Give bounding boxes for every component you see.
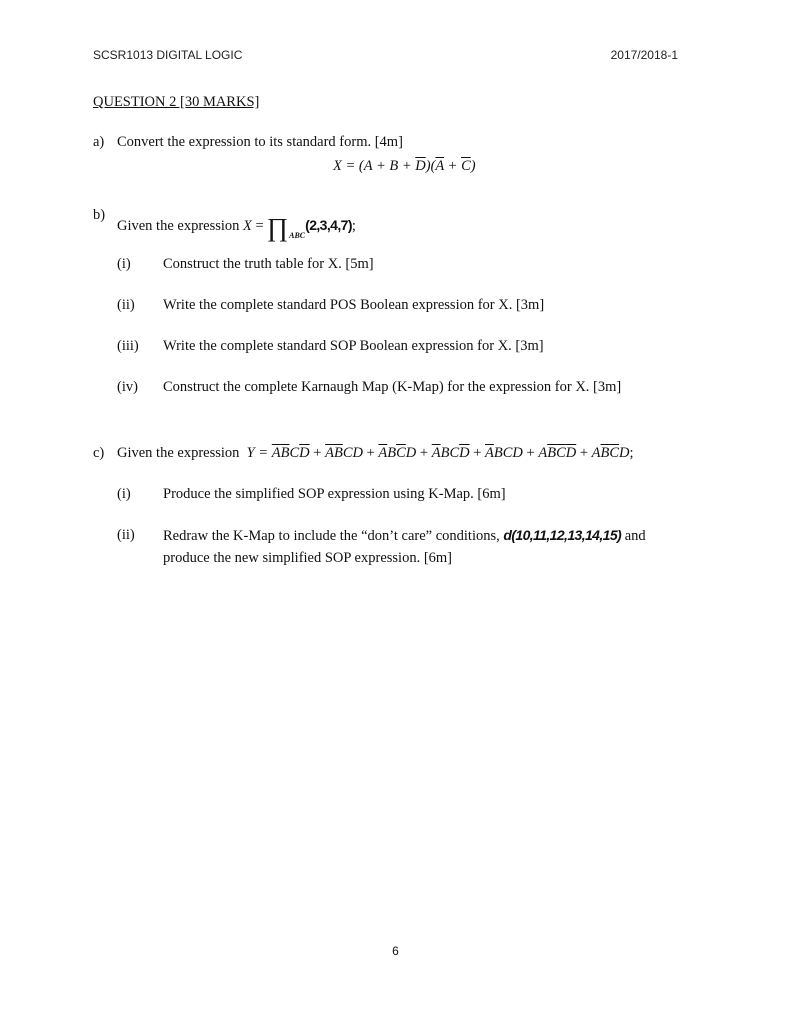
part-a-equation (333, 158, 476, 175)
part-c-item-2-line2: produce the new simplified SOP expression. [6m] (163, 550, 453, 566)
y-term-7 (592, 445, 630, 461)
item-number: (i) (117, 256, 131, 272)
header-course: SCSR1013 DIGITAL LOGIC (93, 48, 243, 62)
part-b-expression (117, 207, 356, 242)
page-number: 6 (392, 944, 399, 958)
eq-a-dbar: $\overline{D}$ (415, 158, 426, 174)
part-b-end: ; (351, 218, 356, 234)
term7-d: D (619, 445, 630, 461)
item-text: Write the complete standard POS Boolean expression for X. [3m] (163, 297, 545, 313)
part-c-y-eq: Y = (246, 445, 269, 461)
product-symbol: ∏ (266, 213, 289, 242)
y-term-1 (272, 445, 310, 461)
term5-c: C (502, 445, 513, 461)
term3-b: B (387, 445, 397, 461)
part-b-item-2 (117, 297, 545, 314)
part-b-eq: = (251, 218, 264, 234)
term3-a: $\overline{A}$ (378, 445, 388, 461)
part-a-text: Convert the expression to its standard form. [4m] (117, 134, 403, 150)
term6-a: A (538, 445, 548, 461)
term4-b: B (440, 445, 450, 461)
eq-a-mid: )( (425, 158, 436, 174)
item-text (163, 527, 646, 545)
term7-c: $\overline{C}$ (609, 445, 620, 461)
term2-a: $\overline{A}$ (325, 445, 334, 461)
term6-c: $\overline{C}$ (556, 445, 566, 461)
term1-b: $\overline{B}$ (280, 445, 290, 461)
item-text-after: and (624, 528, 646, 544)
part-a-label: a) (93, 134, 105, 150)
term3-c: $\overline{C}$ (396, 445, 406, 461)
term2-b: $\overline{B}$ (333, 445, 343, 461)
part-b-item-3 (117, 338, 544, 355)
part-b-text: Given the expression (117, 218, 240, 234)
part-c-text: Given the expression (117, 445, 240, 461)
maxterm-set: (2,3,4,7) (305, 217, 352, 233)
item-number: (i) (117, 486, 131, 502)
product-subscript: ABC (289, 231, 306, 240)
part-c-item-1 (117, 486, 506, 503)
y-term-5 (485, 445, 523, 461)
eq-a-abar: $\overline{A}$ (435, 158, 445, 174)
part-c-question (93, 445, 634, 462)
term7-b: $\overline{B}$ (600, 445, 610, 461)
y-term-6 (538, 445, 576, 461)
term6-b: $\overline{B}$ (547, 445, 557, 461)
eq-a-lhs: X = (A + B + (333, 158, 416, 174)
term4-d: $\overline{D}$ (459, 445, 470, 461)
item-text: Write the complete standard SOP Boolean expression for X. [3m] (163, 338, 544, 354)
y-term-2 (325, 445, 363, 461)
part-c-label: c) (93, 445, 105, 461)
part-a-question (93, 134, 403, 151)
term7-a: A (591, 445, 601, 461)
part-c-end: ; (629, 445, 634, 461)
item-number: (iii) (117, 338, 139, 354)
term4-c: C (449, 445, 460, 461)
eq-a-plus: + (444, 158, 462, 174)
eq-a-cbar: $\overline{C}$ (461, 158, 471, 174)
term2-d: D (352, 445, 363, 461)
term6-d: $\overline{D}$ (565, 445, 577, 461)
term1-d: $\overline{D}$ (299, 445, 310, 461)
term5-a: $\overline{A}$ (485, 445, 494, 461)
part-b-x: X (243, 218, 252, 234)
y-term-4 (432, 445, 470, 461)
y-term-3 (378, 445, 416, 461)
term1-c: C (289, 445, 300, 461)
item-number: (ii) (117, 297, 135, 313)
term5-d: D (512, 445, 523, 461)
part-c-expression: Given the expression $Y = \overline{A}\overline{B}C\overline{D} + \overline{A}\overline{B}CD + \overline{A}B\overline{C}D + \overline{A}BC\overline{D} + \overline{A}BCD + A\overline{B}\overline{C}\overline{D} + A\overline{B}\overline{C}D$; (117, 445, 634, 461)
part-b-question (93, 207, 356, 242)
part-b-item-1 (117, 256, 374, 273)
dont-care-text: d(10,11,12,13,14,15) (503, 527, 622, 543)
item-number: (iv) (117, 379, 138, 395)
term5-b: B (493, 445, 503, 461)
term1-a: $\overline{A}$ (271, 445, 281, 461)
part-c-item-2 (117, 527, 646, 544)
part-b-item-4 (117, 379, 622, 396)
header-session: 2017/2018-1 (610, 48, 678, 62)
term2-c: C (342, 445, 353, 461)
term4-a: $\overline{A}$ (431, 445, 441, 461)
item-text-before: Redraw the K-Map to include the “don’t care” conditions, (163, 528, 500, 544)
item-text: Construct the truth table for X. [5m] (163, 256, 374, 272)
term3-d: D (405, 445, 417, 461)
item-text: Construct the complete Karnaugh Map (K-Map) for the expression for X. [3m] (163, 379, 622, 395)
eq-a-end: ) (470, 158, 476, 174)
item-number: (ii) (117, 527, 135, 543)
part-b-label: b) (93, 207, 106, 223)
question-title: QUESTION 2 [30 MARKS] (93, 94, 260, 110)
dont-care-set (503, 527, 621, 543)
item-text: Produce the simplified SOP expression using K-Map. [6m] (163, 486, 506, 502)
